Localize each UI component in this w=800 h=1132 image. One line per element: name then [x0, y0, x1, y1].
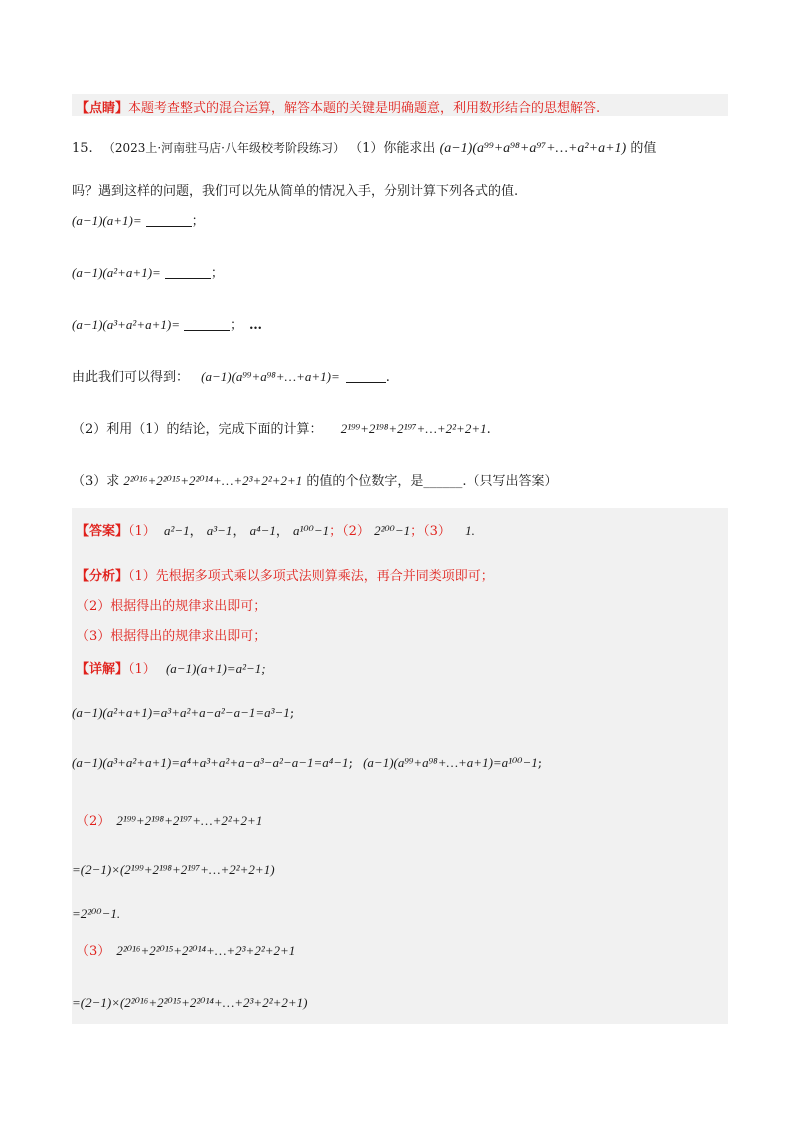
detail-line-2	[72, 705, 294, 721]
detail-s7: 2²⁰¹⁶+2²⁰¹⁵+2²⁰¹⁴+…+2³+2²+2+1	[116, 943, 296, 958]
detail-line-4	[76, 810, 262, 829]
answer-a4: a¹⁰⁰−1	[293, 523, 330, 538]
eq3-ellipsis: …	[249, 318, 262, 333]
detail-line-6	[72, 906, 120, 922]
q1-expression: (a−1)(a⁹⁹+a⁹⁸+a⁹⁷+…+a²+a+1)	[439, 141, 627, 156]
q3-expression: 2²⁰¹⁶+2²⁰¹⁵+2²⁰¹⁴+…+2³+2²+2+1	[123, 473, 303, 488]
detail-s1: (a−1)(a+1)=a²−1;	[165, 661, 266, 676]
detail-part2: （2）	[76, 814, 111, 829]
q2-prefix: （2）利用（1）的结论，完成下面的计算：	[72, 422, 323, 437]
q3-line	[72, 470, 558, 489]
detail-line-3	[72, 755, 542, 771]
eq1-expression: (a−1)(a+1)=	[72, 213, 142, 228]
detail-semi-3: ;	[537, 756, 543, 771]
q1-suffix: 的值	[630, 141, 657, 156]
eq3-blank[interactable]	[184, 318, 230, 331]
eq3-semicolon: ；	[229, 318, 243, 333]
eq1-blank[interactable]	[146, 214, 192, 227]
answer-part2: ；（2）	[329, 524, 370, 539]
answer-sep1: ，	[189, 524, 203, 539]
eq1-semicolon: ；	[191, 214, 205, 229]
detail-line-8	[72, 995, 307, 1011]
detail-s4: 2¹⁹⁹+2¹⁹⁸+2¹⁹⁷+…+2²+2+1	[116, 813, 263, 828]
detail-line-5	[72, 862, 275, 878]
derive-period: .	[385, 370, 390, 385]
answer-part3: ；（3）	[410, 524, 451, 539]
derive-line	[72, 366, 390, 385]
analysis-l2: （2）根据得出的规律求出即可；	[76, 599, 267, 614]
detail-line-1	[76, 658, 266, 677]
eq3-line	[72, 314, 262, 333]
answer-a6: 1.	[465, 523, 475, 538]
eq2-line	[72, 262, 224, 281]
detail-label: 【详解】	[76, 662, 129, 677]
dianjing-line	[76, 97, 600, 116]
detail-line-7	[76, 940, 295, 959]
eq1-line	[72, 210, 205, 229]
q3-prefix: （3）求	[72, 474, 120, 489]
detail-s3a: (a−1)(a³+a²+a+1)=a⁴+a³+a²+a−a³−a²−a−1=a⁴−1	[72, 755, 349, 770]
detail-s8: =(2−1)×(2²⁰¹⁶+2²⁰¹⁵+2²⁰¹⁴+…+2³+2²+2+1)	[72, 995, 308, 1010]
eq3-expression: (a−1)(a³+a²+a+1)=	[72, 317, 180, 332]
analysis-line-3	[76, 625, 266, 644]
answer-a2: a³−1	[206, 523, 233, 538]
analysis-l3: （3）根据得出的规律求出即可；	[76, 629, 267, 644]
eq2-blank[interactable]	[165, 266, 211, 279]
detail-semi-1: ;	[289, 706, 295, 721]
analysis-l1: （1）先根据多项式乘以多项式法则算乘法，再合并同类项即可；	[128, 569, 494, 584]
problem-line-2	[72, 180, 518, 199]
answer-a1: a²−1	[163, 523, 190, 538]
q3-suffix: 的值的个位数字，是______.（只写出答案）	[306, 474, 558, 489]
derive-expression: (a−1)(a⁹⁹+a⁹⁸+…+a+1)=	[201, 369, 340, 384]
q1-prefix: （1）你能求出	[349, 141, 436, 156]
answer-label: 【答案】	[76, 524, 129, 539]
derive-blank[interactable]	[346, 370, 386, 383]
detail-s6: =2²⁰⁰−1.	[72, 906, 121, 921]
analysis-label: 【分析】	[76, 569, 129, 584]
q2-period: .	[486, 422, 491, 437]
answer-sep3: ，	[275, 524, 289, 539]
q2-expression: 2¹⁹⁹+2¹⁹⁸+2¹⁹⁷+…+2²+2+1	[340, 421, 487, 436]
q1-line2: 吗？遇到这样的问题，我们可以先从简单的情况入手，分别计算下列各式的值.	[72, 184, 519, 199]
derive-prefix: 由此我们可以得到：	[72, 370, 190, 385]
problem-source: （2023上·河南驻马店·八年级校考阶段练习）	[102, 141, 345, 155]
eq2-semicolon: ；	[210, 266, 224, 281]
q2-line	[72, 418, 491, 437]
dianjing-label: 【点睛】	[76, 101, 129, 116]
detail-s2: (a−1)(a²+a+1)=a³+a²+a−a²−a−1=a³−1	[72, 705, 290, 720]
eq2-expression: (a−1)(a²+a+1)=	[72, 265, 161, 280]
detail-semi-2: ;	[348, 756, 353, 771]
answer-part1: （1）	[128, 524, 156, 539]
answer-a3: a⁴−1	[249, 523, 276, 538]
detail-s5: =(2−1)×(2¹⁹⁹+2¹⁹⁸+2¹⁹⁷+…+2²+2+1)	[72, 862, 275, 877]
answer-a5: 2²⁰⁰−1	[374, 523, 411, 538]
problem-number: 15.	[72, 141, 93, 156]
answer-line	[76, 520, 475, 539]
analysis-line-2	[76, 595, 266, 614]
detail-part3: （3）	[76, 944, 111, 959]
problem-line-1	[72, 137, 656, 157]
analysis-line-1	[76, 565, 494, 584]
detail-s3b: (a−1)(a⁹⁹+a⁹⁸+…+a+1)=a¹⁰⁰−1	[363, 755, 538, 770]
dianjing-text: 本题考查整式的混合运算，解答本题的关键是明确题意，利用数形结合的思想解答.	[128, 101, 601, 116]
answer-sep2: ，	[232, 524, 246, 539]
detail-part1: （1）	[128, 662, 156, 677]
